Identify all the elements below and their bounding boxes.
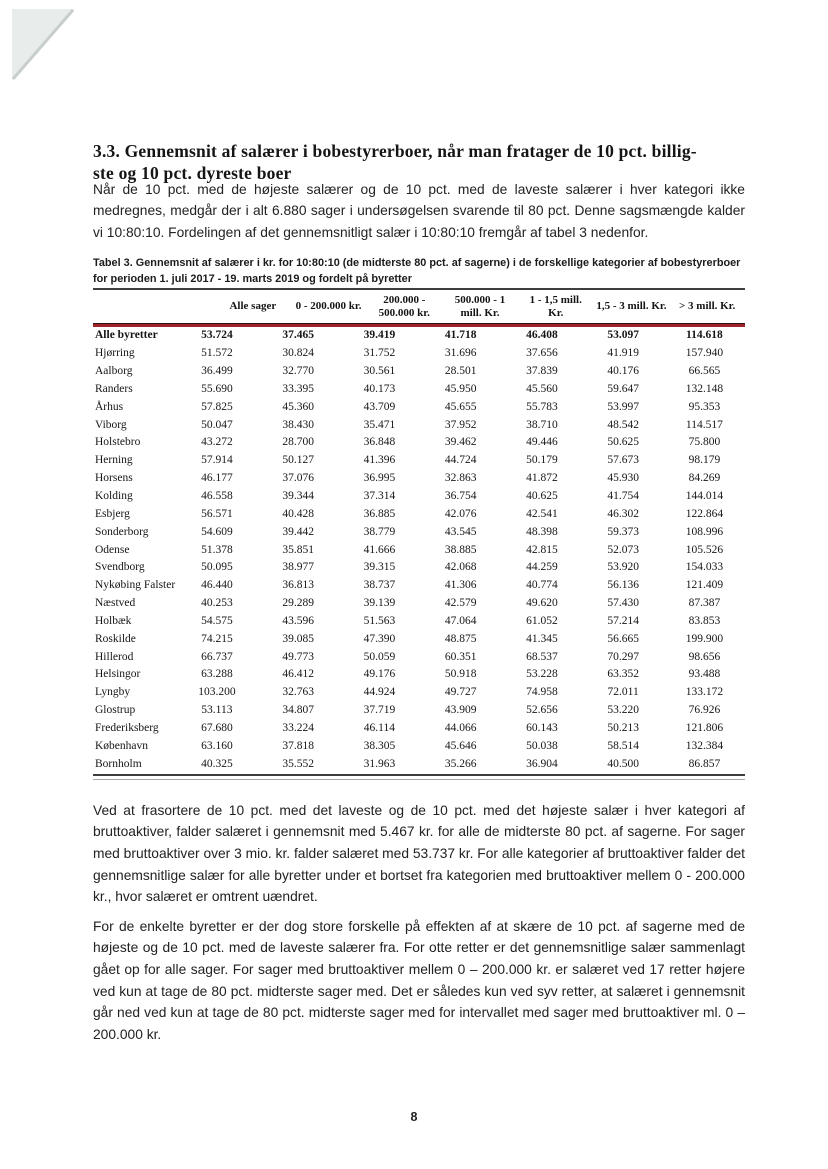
value-cell: 39.139 <box>363 597 396 610</box>
value-cell: 38.430 <box>282 418 314 431</box>
value-cell: 83.853 <box>688 614 721 627</box>
value-cell: 33.395 <box>282 382 314 395</box>
value-cell: 157.940 <box>685 347 724 360</box>
value-cell: 34.807 <box>282 704 314 717</box>
value-cell: 39.442 <box>282 525 314 538</box>
row-label: Hillerod <box>95 650 134 663</box>
table-row <box>93 666 745 684</box>
value-cell: 40.500 <box>607 757 639 770</box>
value-cell: 66.737 <box>201 650 233 663</box>
value-cell: 53.097 <box>607 329 639 342</box>
value-cell: 33.224 <box>282 721 314 734</box>
value-cell: 41.396 <box>363 454 396 467</box>
table-bottom-rule <box>93 774 745 780</box>
value-cell: 30.561 <box>363 365 396 378</box>
value-cell: 56.571 <box>201 507 233 520</box>
value-cell: 108.996 <box>685 525 724 538</box>
value-cell: 38.779 <box>363 525 396 538</box>
value-cell: 38.737 <box>363 579 396 592</box>
value-cell: 60.143 <box>526 721 558 734</box>
table-row <box>93 684 745 702</box>
value-cell: 39.315 <box>363 561 396 574</box>
analysis-paragraph-2: For de enkelte byretter er der dog store forskelle på effekten af at skære de 10 pct. af sagerne med de højeste og de 10 pct. med de laveste salærer fra. For otte retter er det gennemsnitlige salær sammenlagt gået op for alle sager. For sager med bruttoaktiver mellem 0 – 200.000 kr. er salæret ved 17 retter højere ved kun at tage de 80 pct. midterste sager med. Det er således kun ved syv retter, at salæret i gennemsnit går ned ved kun at tage de 80 pct. midterste sager med for intervallet med sager med bruttoaktiver ml. 0 – 200.000 kr. <box>93 918 745 1042</box>
column-header-line: 500.000 - 1 <box>454 294 506 306</box>
value-cell: 36.904 <box>526 757 558 770</box>
value-cell: 53.997 <box>607 400 639 413</box>
value-cell: 46.412 <box>282 668 314 681</box>
value-cell: 49.446 <box>526 436 558 449</box>
table-row <box>93 541 745 559</box>
value-cell: 45.950 <box>444 382 477 395</box>
value-cell: 70.297 <box>607 650 639 663</box>
row-label: Helsingor <box>95 668 141 681</box>
value-cell: 40.176 <box>607 365 639 378</box>
value-cell: 52.073 <box>607 543 639 556</box>
value-cell: 53.113 <box>201 704 233 717</box>
value-cell: 32.863 <box>444 472 477 485</box>
value-cell: 74.958 <box>526 686 558 699</box>
value-cell: 50.213 <box>607 721 639 734</box>
table-row <box>93 345 745 363</box>
value-cell: 50.095 <box>201 561 233 574</box>
column-header-line: 0 - 200.000 kr. <box>295 300 362 313</box>
value-cell: 95.353 <box>688 400 721 413</box>
value-cell: 46.408 <box>526 329 558 342</box>
value-cell: 40.625 <box>526 490 558 503</box>
value-cell: 38.305 <box>363 739 396 752</box>
value-cell: 42.579 <box>444 597 477 610</box>
page-number: 8 <box>410 1110 418 1124</box>
value-cell: 45.360 <box>282 400 314 413</box>
value-cell: 35.266 <box>444 757 477 770</box>
value-cell: 30.824 <box>282 347 314 360</box>
value-cell: 38.710 <box>526 418 558 431</box>
value-cell: 29.289 <box>282 597 314 610</box>
value-cell: 75.800 <box>688 436 721 449</box>
table-row <box>93 327 745 345</box>
value-cell: 42.541 <box>526 507 558 520</box>
value-cell: 98.656 <box>688 650 721 663</box>
value-cell: 114.618 <box>686 329 723 342</box>
value-cell: 41.919 <box>607 347 639 360</box>
row-label: Frederiksberg <box>95 721 159 734</box>
value-cell: 47.390 <box>363 632 396 645</box>
value-cell: 84.269 <box>688 472 721 485</box>
value-cell: 40.774 <box>526 579 558 592</box>
table-row <box>93 398 745 416</box>
value-cell: 35.552 <box>282 757 314 770</box>
value-cell: 50.127 <box>282 454 314 467</box>
value-cell: 47.064 <box>444 614 477 627</box>
row-label: Sonderborg <box>95 525 149 538</box>
value-cell: 46.558 <box>201 490 233 503</box>
value-cell: 46.114 <box>363 721 395 734</box>
value-cell: 45.930 <box>607 472 639 485</box>
value-cell: 68.537 <box>526 650 558 663</box>
section-heading-line2: ste og 10 pct. dyreste boer <box>93 163 292 184</box>
value-cell: 63.160 <box>201 739 233 752</box>
column-header <box>518 294 594 319</box>
value-cell: 133.172 <box>685 686 724 699</box>
value-cell: 39.462 <box>444 436 477 449</box>
column-header-line: 200.000 - <box>383 294 426 306</box>
value-cell: 43.596 <box>282 614 314 627</box>
table-row <box>93 381 745 399</box>
value-cell: 45.655 <box>444 400 477 413</box>
value-cell: 105.526 <box>685 543 724 556</box>
value-cell: 67.680 <box>201 721 233 734</box>
column-header <box>669 300 745 313</box>
row-label: Næstved <box>95 597 136 610</box>
table-header-row <box>93 290 745 323</box>
value-cell: 40.325 <box>201 757 233 770</box>
value-cell: 61.052 <box>526 614 558 627</box>
value-cell: 58.514 <box>607 739 639 752</box>
column-header-line: 500.000 kr. <box>378 306 430 319</box>
row-label: Horsens <box>95 472 133 485</box>
table-row <box>93 613 745 631</box>
value-cell: 114.517 <box>685 418 723 431</box>
value-cell: 40.173 <box>363 382 396 395</box>
row-label: Alle byretter <box>95 329 158 342</box>
value-cell: 44.259 <box>526 561 558 574</box>
value-cell: 45.646 <box>444 739 477 752</box>
table-row <box>93 648 745 666</box>
value-cell: 41.345 <box>526 632 558 645</box>
row-label: Herning <box>95 454 133 467</box>
table-row <box>93 737 745 755</box>
row-label: Aalborg <box>95 365 133 378</box>
value-cell: 31.752 <box>363 347 396 360</box>
row-label: Svendborg <box>95 561 145 574</box>
value-cell: 37.719 <box>363 704 396 717</box>
row-label: Nykøbing Falster <box>95 579 176 592</box>
value-cell: 37.314 <box>363 490 396 503</box>
value-cell: 66.565 <box>688 365 721 378</box>
value-cell: 40.428 <box>282 507 314 520</box>
value-cell: 32.763 <box>282 686 314 699</box>
table-row <box>93 559 745 577</box>
value-cell: 50.918 <box>444 668 477 681</box>
intro-paragraph: Når de 10 pct. med de højeste salærer og de 10 pct. med de laveste salærer i hver kategori ikke medregnes, medgår der i alt 6.880 sager i undersøgelsen svarende til 80 pct. Denne sagsmængde kalder vi 10:80:10. Fordelingen af det gennemsnitligt salær i 10:80:10 fremgår af tabel 3 nedenfor. <box>93 181 745 240</box>
value-cell: 46.177 <box>201 472 233 485</box>
value-cell: 41.872 <box>526 472 558 485</box>
value-cell: 53.220 <box>607 704 639 717</box>
value-cell: 122.864 <box>685 507 724 520</box>
table-row <box>93 470 745 488</box>
value-cell: 45.560 <box>526 382 558 395</box>
value-cell: 76.926 <box>688 704 721 717</box>
value-cell: 39.344 <box>282 490 314 503</box>
table-row <box>93 416 745 434</box>
value-cell: 74.215 <box>201 632 233 645</box>
value-cell: 48.542 <box>607 418 639 431</box>
value-cell: 46.302 <box>607 507 639 520</box>
table-row <box>93 505 745 523</box>
column-header-line: 1 - 1,5 mill. <box>529 294 582 306</box>
value-cell: 36.848 <box>363 436 396 449</box>
value-cell: 50.179 <box>526 454 558 467</box>
row-label: Kolding <box>95 490 133 503</box>
row-label: Århus <box>95 400 124 413</box>
value-cell: 37.818 <box>282 739 314 752</box>
value-cell: 37.656 <box>526 347 558 360</box>
value-cell: 49.620 <box>526 597 558 610</box>
row-label: Glostrup <box>95 704 136 717</box>
value-cell: 53.920 <box>607 561 639 574</box>
value-cell: 31.963 <box>363 757 396 770</box>
value-cell: 63.352 <box>607 668 639 681</box>
value-cell: 36.754 <box>444 490 477 503</box>
value-cell: 56.665 <box>607 632 639 645</box>
value-cell: 32.770 <box>282 365 314 378</box>
value-cell: 50.047 <box>201 418 233 431</box>
value-cell: 38.977 <box>282 561 314 574</box>
row-label: Lyngby <box>95 686 131 699</box>
value-cell: 57.430 <box>607 597 639 610</box>
value-cell: 103.200 <box>198 686 236 699</box>
value-cell: 44.724 <box>444 454 477 467</box>
value-cell: 43.545 <box>444 525 477 538</box>
row-label: Randers <box>95 382 133 395</box>
value-cell: 53.724 <box>201 329 233 342</box>
column-header-line: > 3 mill. Kr. <box>679 300 736 313</box>
table-row <box>93 577 745 595</box>
section-heading-line1: 3.3. Gennemsnit af salærer i bobestyrerboer, når man fratager de 10 pct. billig- <box>93 140 697 161</box>
value-cell: 36.499 <box>201 365 233 378</box>
value-cell: 55.783 <box>526 400 558 413</box>
table-row <box>93 720 745 738</box>
value-cell: 28.501 <box>444 365 477 378</box>
value-cell: 36.885 <box>363 507 396 520</box>
value-cell: 35.851 <box>282 543 314 556</box>
table-row <box>93 488 745 506</box>
column-header <box>442 294 518 319</box>
value-cell: 51.572 <box>201 347 233 360</box>
row-label: København <box>95 739 149 752</box>
value-cell: 41.718 <box>444 329 477 342</box>
row-label: Holstebro <box>95 436 141 449</box>
row-label: Hjørring <box>95 347 135 360</box>
table-row <box>93 363 745 381</box>
value-cell: 121.409 <box>685 579 724 592</box>
column-header-line: 1,5 - 3 mill. Kr. <box>596 300 667 313</box>
value-cell: 44.924 <box>363 686 396 699</box>
column-header <box>594 300 670 313</box>
row-label: Esbjerg <box>95 507 130 520</box>
value-cell: 56.136 <box>607 579 639 592</box>
value-cell: 43.709 <box>363 400 396 413</box>
column-header <box>291 300 367 313</box>
value-cell: 39.085 <box>282 632 314 645</box>
value-cell: 37.076 <box>282 472 314 485</box>
value-cell: 36.995 <box>363 472 396 485</box>
row-label: Odense <box>95 543 130 556</box>
value-cell: 49.176 <box>363 668 396 681</box>
value-cell: 42.068 <box>444 561 477 574</box>
value-cell: 41.754 <box>607 490 639 503</box>
value-cell: 72.011 <box>607 686 639 699</box>
value-cell: 36.813 <box>282 579 314 592</box>
value-cell: 54.609 <box>201 525 233 538</box>
table-caption: Tabel 3. Gennemsnit af salærer i kr. for 10:80:10 (de midterste 80 pct. af sagerne) i de forskellige kategorier af bobestyrerboer for perioden 1. juli 2017 - 19. marts 2019 og fordelt på byretter <box>93 257 741 285</box>
value-cell: 28.700 <box>282 436 314 449</box>
value-cell: 39.419 <box>363 329 396 342</box>
row-label: Roskilde <box>95 632 136 645</box>
column-header-line: Alle sager <box>229 300 277 313</box>
value-cell: 48.875 <box>444 632 477 645</box>
value-cell: 50.625 <box>607 436 639 449</box>
value-cell: 44.066 <box>444 721 477 734</box>
row-label: Bornholm <box>95 757 142 770</box>
value-cell: 50.059 <box>363 650 396 663</box>
value-cell: 57.214 <box>607 614 639 627</box>
value-cell: 98.179 <box>688 454 721 467</box>
value-cell: 54.575 <box>201 614 233 627</box>
value-cell: 59.373 <box>607 525 639 538</box>
page-corner-fold <box>0 0 90 90</box>
value-cell: 60.351 <box>444 650 477 663</box>
column-header-line: mill. Kr. <box>460 306 500 319</box>
value-cell: 43.272 <box>201 436 233 449</box>
value-cell: 199.900 <box>685 632 724 645</box>
table-body <box>93 327 745 773</box>
value-cell: 50.038 <box>526 739 558 752</box>
value-cell: 38.885 <box>444 543 477 556</box>
value-cell: 49.773 <box>282 650 314 663</box>
value-cell: 43.909 <box>444 704 477 717</box>
value-cell: 52.656 <box>526 704 558 717</box>
value-cell: 87.387 <box>688 597 721 610</box>
value-cell: 144.014 <box>685 490 724 503</box>
value-cell: 132.148 <box>685 382 724 395</box>
value-cell: 37.839 <box>526 365 558 378</box>
value-cell: 57.914 <box>201 454 233 467</box>
value-cell: 31.696 <box>444 347 477 360</box>
value-cell: 55.690 <box>201 382 233 395</box>
value-cell: 154.033 <box>685 561 724 574</box>
value-cell: 35.471 <box>363 418 396 431</box>
table-row <box>93 702 745 720</box>
value-cell: 121.806 <box>685 721 724 734</box>
column-header-line: Kr. <box>548 306 564 319</box>
value-cell: 48.398 <box>526 525 558 538</box>
value-cell: 37.465 <box>282 329 314 342</box>
table-row <box>93 755 745 773</box>
row-label: Viborg <box>95 418 127 431</box>
value-cell: 132.384 <box>685 739 724 752</box>
value-cell: 93.488 <box>688 668 721 681</box>
value-cell: 57.673 <box>607 454 639 467</box>
value-cell: 86.857 <box>688 757 721 770</box>
value-cell: 53.228 <box>526 668 558 681</box>
value-cell: 49.727 <box>444 686 477 699</box>
column-header <box>215 300 291 313</box>
value-cell: 42.815 <box>526 543 558 556</box>
value-cell: 57.825 <box>201 400 233 413</box>
table-row <box>93 523 745 541</box>
value-cell: 59.647 <box>607 382 639 395</box>
table-row <box>93 452 745 470</box>
value-cell: 37.952 <box>444 418 477 431</box>
table-row <box>93 630 745 648</box>
analysis-paragraph-1: Ved at frasortere de 10 pct. med det laveste og de 10 pct. med det højeste salær i hver kategori af bruttoaktiver, falder salæret i gennemsnit med 5.467 kr. for alle de midterste 80 pct. af sagerne. For sager med bruttoaktiver over 3 mio. kr. falder salæret med 53.737 kr. For alle kategorier af bruttoaktiver falder det gennemsnitlige salær for alle byretter under et bortset fra kategorien med bruttoaktiver mellem 0 - 200.000 kr., hvor salæret er omtrent uændret. <box>93 802 745 905</box>
value-cell: 46.440 <box>201 579 233 592</box>
column-header <box>366 294 442 319</box>
value-cell: 51.378 <box>201 543 233 556</box>
salary-table <box>93 288 745 780</box>
value-cell: 63.288 <box>201 668 233 681</box>
row-label: Holbæk <box>95 614 132 627</box>
value-cell: 40.253 <box>201 597 233 610</box>
table-row <box>93 434 745 452</box>
value-cell: 41.306 <box>444 579 477 592</box>
value-cell: 42.076 <box>444 507 477 520</box>
table-row <box>93 595 745 613</box>
value-cell: 51.563 <box>363 614 396 627</box>
value-cell: 41.666 <box>363 543 396 556</box>
